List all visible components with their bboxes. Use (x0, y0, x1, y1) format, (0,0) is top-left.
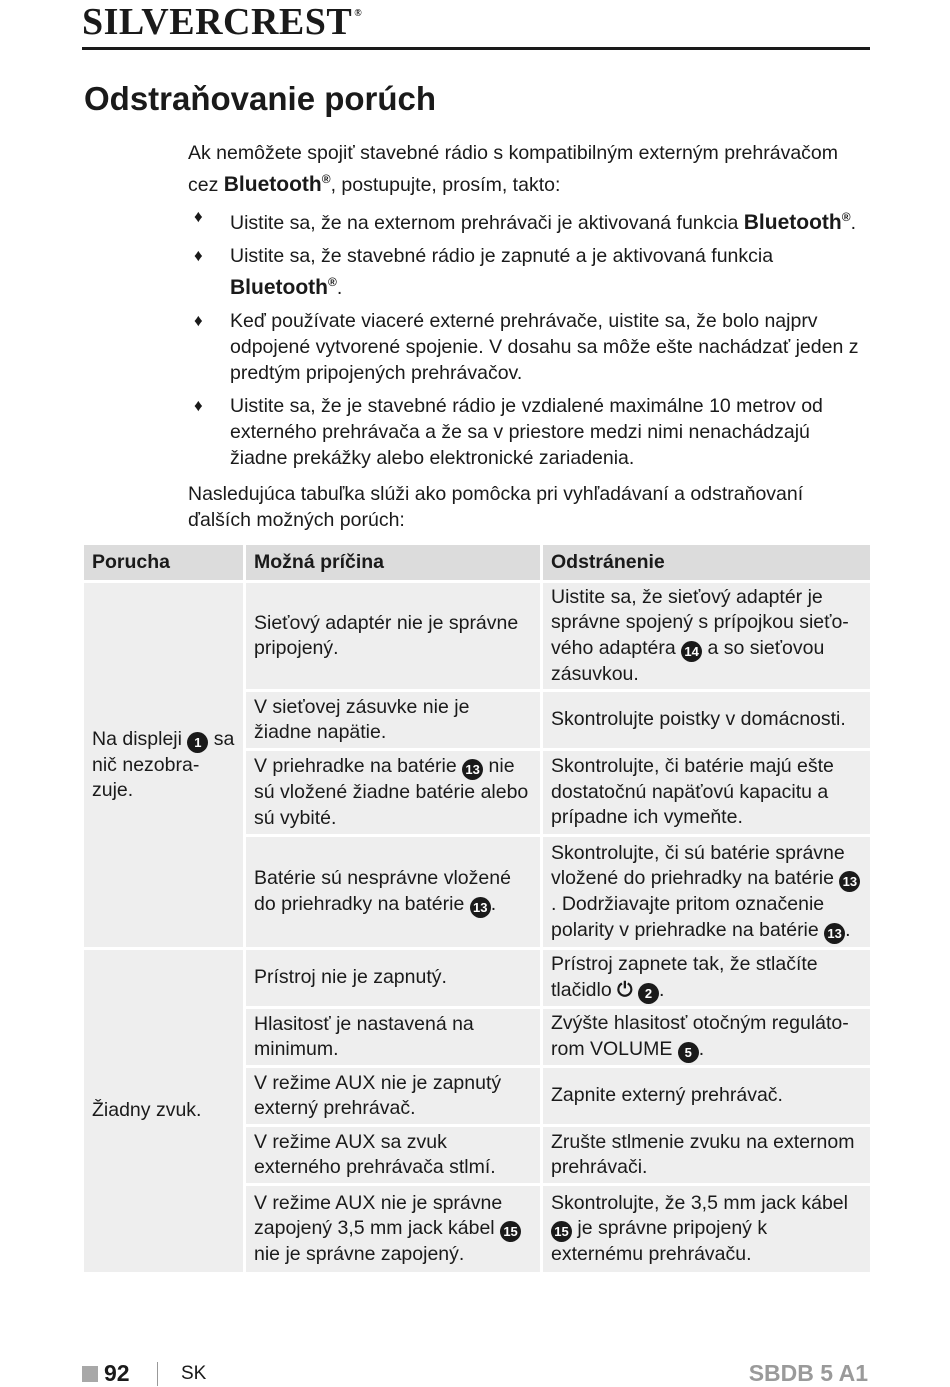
list-item: ♦ Keď používate viaceré externé prehrávače, uistite sa, že bolo najprv odpojené vytvorené spojenie. V dosahu sa môže ešte nachádzať jeden z predtým pripojených prehrávačov. (194, 310, 859, 384)
content (188, 140, 868, 533)
footer-divider (157, 1362, 158, 1386)
number-badge: 1 (187, 732, 208, 753)
intro-paragraph: Ak nemôžete spojiť stavebné rádio s kompatibilným externým prehrávačom cez Bluetooth®, postupujte, prosím, takto: (188, 142, 839, 196)
number-badge: 14 (681, 641, 702, 662)
bullet-diamond-icon: ♦ (194, 207, 203, 226)
cause-cell: Sieťový adaptér nie je správne pripojený. (246, 583, 540, 689)
fix-cell: Zapnite externý prehrávač. (543, 1068, 870, 1124)
cause-cell: V priehradke na batérie 13 nie sú vložené žiadne batérie alebo sú vybité. (246, 751, 540, 834)
cause-cell: V režime AUX nie je správne zapojený 3,5 mm jack kábel 15 nie je správne zapojený. (246, 1186, 540, 1272)
number-badge: 13 (462, 759, 483, 780)
fix-cell: Skontrolujte poistky v domácnosti. (543, 692, 870, 748)
fault-cell: Na displeji 1 sa nič nezobra-zuje. (84, 583, 243, 947)
bullet-diamond-icon: ♦ (194, 396, 203, 415)
page-title: Odstraňovanie porúch (84, 80, 437, 117)
fix-cell: Uistite sa, že sieťový adaptér je správne spojený s prípojkou sieťo-vého adaptéra 14 a so sieťovou zásuvkou. (543, 583, 870, 689)
bullet-list (188, 204, 868, 471)
table-header-cause: Možná príčina (246, 545, 540, 580)
model-number: SBDB 5 A1 (748, 1360, 868, 1386)
cause-cell: Hlasitosť je nastavená na minimum. (246, 1009, 540, 1065)
number-badge: 13 (824, 923, 845, 944)
fix-cell: Skontrolujte, či batérie majú ešte dostatočnú napäťovú kapacitu a prípadne ich vymeňte. (543, 751, 870, 834)
fix-cell: Zvýšte hlasitosť otočným reguláto-rom VOLUME 5 . (543, 1009, 870, 1065)
language-code: SK (181, 1363, 207, 1384)
number-badge: 13 (470, 897, 491, 918)
power-icon: ⏻ (617, 978, 633, 1001)
number-badge: 15 (551, 1221, 572, 1242)
fault-cell: Žiadny zvuk. (84, 950, 243, 1272)
cause-cell: Batérie sú nesprávne vložené do priehradky na batérie 13 . (246, 837, 540, 947)
list-item: ♦ Uistite sa, že na externom prehrávači je aktivovaná funkcia Bluetooth®. (188, 204, 868, 236)
cause-cell: Prístroj nie je zapnutý. (246, 950, 540, 1006)
troubleshooting-table (84, 545, 870, 1272)
cause-cell: V režime AUX nie je zapnutý externý prehrávač. (246, 1068, 540, 1124)
list-item: ♦ Uistite sa, že stavebné rádio je zapnuté a je aktivovaná funkcia Bluetooth®. (194, 245, 774, 299)
fix-cell: Skontrolujte, či sú batérie správne vložené do priehradky na batérie 13. Dodržiavajte pritom označenie polarity v priehradke na batérie 13 . (543, 837, 870, 947)
fix-cell: Zrušte stlmenie zvuku na externom prehrávači. (543, 1127, 870, 1183)
bullet-diamond-icon: ♦ (194, 311, 203, 330)
number-badge: 15 (500, 1221, 521, 1242)
list-item: ♦ Uistite sa, že je stavebné rádio je vzdialené maximálne 10 metrov od externého prehrávača a že sa v priestore medzi nimi nenachádzajú žiadne prekážky alebo elektronické zariadenia. (194, 395, 823, 469)
header-rule (82, 47, 870, 50)
table-header-fix: Odstránenie (543, 545, 870, 580)
bullet-diamond-icon: ♦ (194, 246, 203, 265)
cause-cell: V režime AUX sa zvuk externého prehrávača stlmí. (246, 1127, 540, 1183)
table-header-fault: Porucha (84, 545, 243, 580)
number-badge: 2 (638, 983, 659, 1004)
footer-square-icon (82, 1366, 98, 1382)
number-badge: 5 (678, 1042, 699, 1063)
cause-cell: V sieťovej zásuvke nie je žiadne napätie. (246, 692, 540, 748)
brand-logo: SILVERCREST ® (82, 1, 363, 43)
page-number: 92 (104, 1360, 130, 1386)
number-badge: 13 (839, 871, 860, 892)
fix-cell: Skontrolujte, že 3,5 mm jack kábel 15 je správne pripojený k externému prehrávaču. (543, 1186, 870, 1272)
outro-paragraph: Nasledujúca tabuľka slúži ako pomôcka pri vyhľadávaní a odstraňovaní ďalších možných porúch: (188, 483, 804, 531)
fix-cell: Prístroj zapnete tak, že stlačíte tlačidlo ⏻ 2 . (543, 950, 870, 1006)
